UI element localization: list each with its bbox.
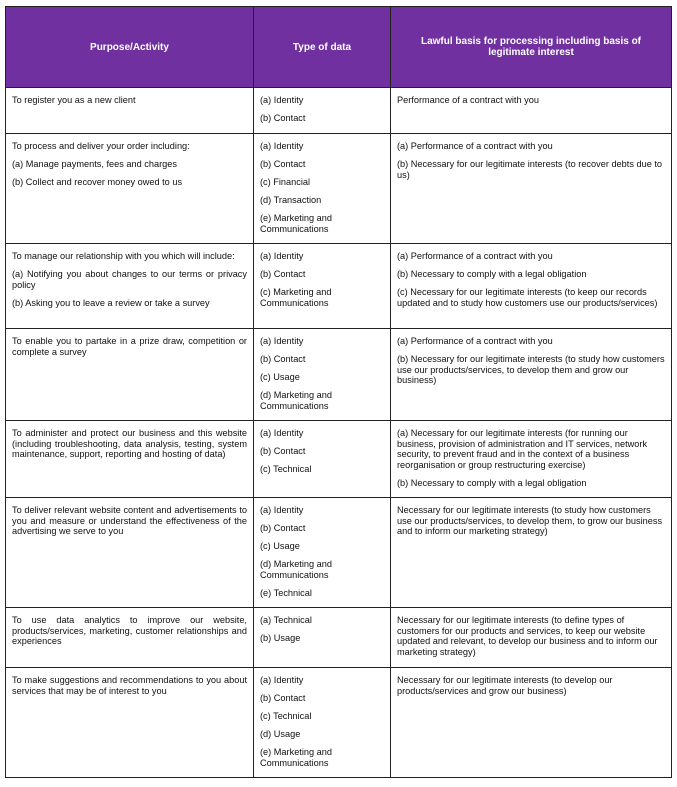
header-purpose: Purpose/Activity [6, 7, 254, 88]
purpose-cell [6, 244, 254, 329]
data-type-item: (b) Contact [260, 113, 306, 123]
purpose-cell [6, 134, 254, 244]
data-type-cell [254, 134, 391, 244]
purpose-cell [6, 329, 254, 421]
lawful-basis-cell [391, 668, 672, 778]
lawful-basis-text: (a) Necessary for our legitimate interests (for running our business, provision of administration and IT services, network security, to prevent fraud and in the context of a business reorganisation or group restructuring exercise) [397, 428, 648, 470]
data-type-item: (c) Technical [260, 711, 312, 721]
data-type-item: (b) Usage [260, 633, 301, 643]
purpose-cell [6, 608, 254, 668]
header-type-of-data: Type of data [254, 7, 391, 88]
table-row [6, 498, 672, 608]
data-type-item: (a) Identity [260, 505, 304, 515]
data-type-item: (a) Identity [260, 336, 304, 346]
data-type-item: (a) Identity [260, 251, 304, 261]
lawful-basis-cell [391, 134, 672, 244]
data-type-item: (e) Technical [260, 587, 312, 598]
data-type-cell [254, 608, 391, 668]
table-row [6, 329, 672, 421]
table-row [6, 88, 672, 134]
data-type-item: (c) Usage [260, 541, 300, 551]
data-type-item: (a) Identity [260, 675, 304, 685]
lawful-basis-cell [391, 421, 672, 498]
purpose-subitem: (a) Manage payments, fees and charges [12, 159, 177, 169]
lawful-basis-text: (b) Necessary to comply with a legal obligation [397, 269, 587, 279]
table-header-row [6, 7, 672, 88]
purpose-text: To enable you to partake in a prize draw, competition or complete a survey [12, 336, 247, 357]
data-type-item: (a) Technical [260, 615, 312, 625]
lawful-basis-cell [391, 498, 672, 608]
lawful-basis-cell [391, 329, 672, 421]
lawful-basis-text: Necessary for our legitimate interests (to study how customers use our products/services, to develop them, to grow our business and to inform our marketing strategy) [397, 505, 663, 536]
data-type-item: (a) Identity [260, 428, 304, 438]
data-type-item: (a) Identity [260, 141, 304, 151]
data-type-item: (b) Contact [260, 523, 306, 533]
header-lawful-basis: Lawful basis for processing including basis of legitimate interest [391, 7, 672, 88]
data-type-item: (c) Marketing and Communications [260, 287, 332, 308]
data-type-item: (e) Marketing and Communications [260, 213, 333, 234]
purpose-text: To process and deliver your order including: [12, 141, 190, 151]
purpose-cell [6, 668, 254, 778]
table-row [6, 244, 672, 329]
lawful-basis-text: (a) Performance of a contract with you [397, 336, 553, 346]
data-type-cell [254, 498, 391, 608]
data-type-cell [254, 668, 391, 778]
lawful-basis-text: Necessary for our legitimate interests (to define types of customers for our products and services, to keep our website updated and relevant, to develop our business and to inform our marketing strategy) [397, 615, 658, 657]
purpose-subitem: (b) Asking you to leave a review or take a survey [12, 297, 210, 308]
lawful-basis-text: (b) Necessary for our legitimate interests (to recover debts due to us) [397, 159, 663, 180]
lawful-basis-cell [391, 608, 672, 668]
data-type-cell [254, 329, 391, 421]
lawful-basis-text: (a) Performance of a contract with you [397, 251, 553, 261]
purpose-text: To manage our relationship with you which will include: [12, 251, 235, 261]
data-type-item: (b) Contact [260, 159, 306, 169]
lawful-basis-cell [391, 88, 672, 134]
purpose-cell [6, 421, 254, 498]
purpose-cell [6, 88, 254, 134]
data-type-cell [254, 88, 391, 134]
data-type-item: (d) Transaction [260, 195, 322, 205]
lawful-basis-text: (c) Necessary for our legitimate interests (to keep our records updated and to study how customers use our products/services) [397, 287, 658, 308]
data-type-item: (b) Contact [260, 693, 306, 703]
table-row [6, 608, 672, 668]
lawful-basis-text: Necessary for our legitimate interests (to develop our products/services and grow our business) [397, 675, 613, 696]
lawful-basis-text: (a) Performance of a contract with you [397, 141, 553, 151]
data-type-item: (c) Technical [260, 464, 312, 474]
purpose-text: To register you as a new client [12, 95, 136, 105]
data-type-cell [254, 244, 391, 329]
data-type-item: (b) Contact [260, 354, 306, 364]
table-row [6, 421, 672, 498]
purpose-subitem: (a) Notifying you about changes to our terms or privacy policy [12, 269, 247, 290]
lawful-basis-text: (b) Necessary to comply with a legal obligation [397, 477, 587, 488]
purpose-text: To administer and protect our business and this website (including troubleshooting, data analysis, testing, system maintenance, support, reporting and hosting of data) [12, 428, 247, 459]
purpose-cell [6, 498, 254, 608]
data-type-item: (b) Contact [260, 446, 306, 456]
table-row [6, 134, 672, 244]
data-type-item: (c) Financial [260, 177, 311, 187]
data-type-item: (e) Marketing and Communications [260, 747, 333, 768]
purpose-text: To make suggestions and recommendations to you about services that may be of interest to you [12, 675, 247, 696]
lawful-basis-text: (b) Necessary for our legitimate interests (to study how customers use our products/services, to develop them and grow our business) [397, 354, 665, 385]
lawful-basis-cell [391, 244, 672, 329]
data-type-cell [254, 421, 391, 498]
data-type-item: (d) Marketing and Communications [260, 390, 333, 411]
data-type-item: (c) Usage [260, 372, 300, 382]
lawful-basis-text: Performance of a contract with you [397, 95, 539, 105]
purpose-subitem: (b) Collect and recover money owed to us [12, 177, 183, 187]
data-type-item: (a) Identity [260, 95, 304, 105]
purpose-text: To deliver relevant website content and advertisements to you and measure or understand the effectiveness of the advertising we serve to you [12, 505, 247, 536]
table-row [6, 668, 672, 778]
data-type-item: (d) Marketing and Communications [260, 559, 333, 580]
data-type-item: (b) Contact [260, 269, 306, 279]
purpose-text: To use data analytics to improve our website, products/services, marketing, customer relationships and experiences [12, 615, 247, 646]
lawful-basis-table [5, 6, 672, 778]
data-type-item: (d) Usage [260, 729, 301, 739]
